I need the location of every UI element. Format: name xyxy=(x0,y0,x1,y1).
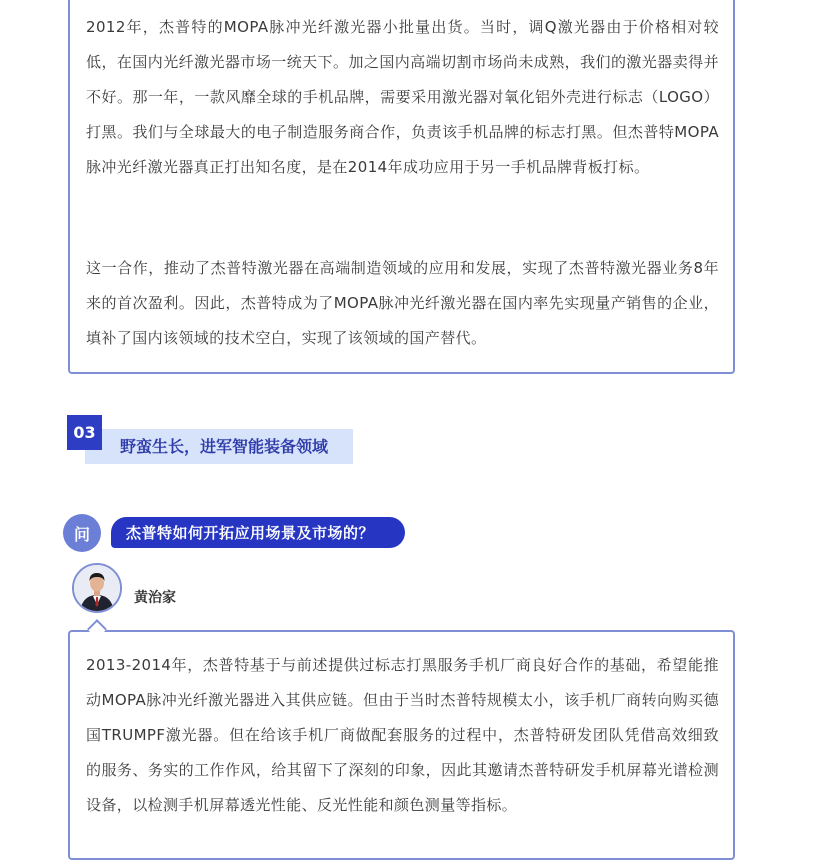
interview-answer-card-bottom xyxy=(68,630,735,860)
speaker-avatar xyxy=(72,563,122,613)
interview-answer-card-top xyxy=(68,0,735,374)
question-badge: 问 xyxy=(63,514,101,552)
answer-paragraph-2: 这一合作，推动了杰普特激光器在高端制造领域的应用和发展，实现了杰普特激光器业务8年来的首次盈利。因此，杰普特成为了MOPA脉冲光纤激光器在国内率先实现量产销售的企业，填补了国内该领域的技术空白，实现了该领域的国产替代。 xyxy=(86,259,719,347)
person-icon xyxy=(74,565,120,611)
speaker-name: 黄治家 xyxy=(134,590,176,606)
answer-paragraph-3: 2013-2014年，杰普特基于与前述提供过标志打黑服务手机厂商良好合作的基础，希望能推动MOPA脉冲光纤激光器进入其供应链。但由于当时杰普特规模太小，该手机厂商转向购买德国TRUMPF激光器。但在给该手机厂商做配套服务的过程中，杰普特研发团队凭借高效细致的服务、务实的工作作风，给其留下了深刻的印象，因此其邀请杰普特研发手机屏幕光谱检测设备，以检测手机屏幕透光性能、反光性能和颜色测量等指标。 xyxy=(86,656,719,814)
question-text: 杰普特如何开拓应用场景及市场的？ xyxy=(126,524,375,542)
section-title: 野蛮生长，进军智能装备领域 xyxy=(120,437,329,456)
section-number-badge: 03 xyxy=(67,415,102,450)
answer-paragraph-1: 2012年，杰普特的MOPA脉冲光纤激光器小批量出货。当时，调Q激光器由于价格相对较低，在国内光纤激光器市场一统天下。加之国内高端切割市场尚未成熟，我们的激光器卖得并不好。那一年，一款风靡全球的手机品牌，需要采用激光器对氧化铝外壳进行标志（LOGO）打黑。我们与全球最大的电子制造服务商合作，负责该手机品牌的标志打黑。但杰普特MOPA脉冲光纤激光器真正打出知名度，是在2014年成功应用于另一手机品牌背板打标。 xyxy=(86,18,719,176)
